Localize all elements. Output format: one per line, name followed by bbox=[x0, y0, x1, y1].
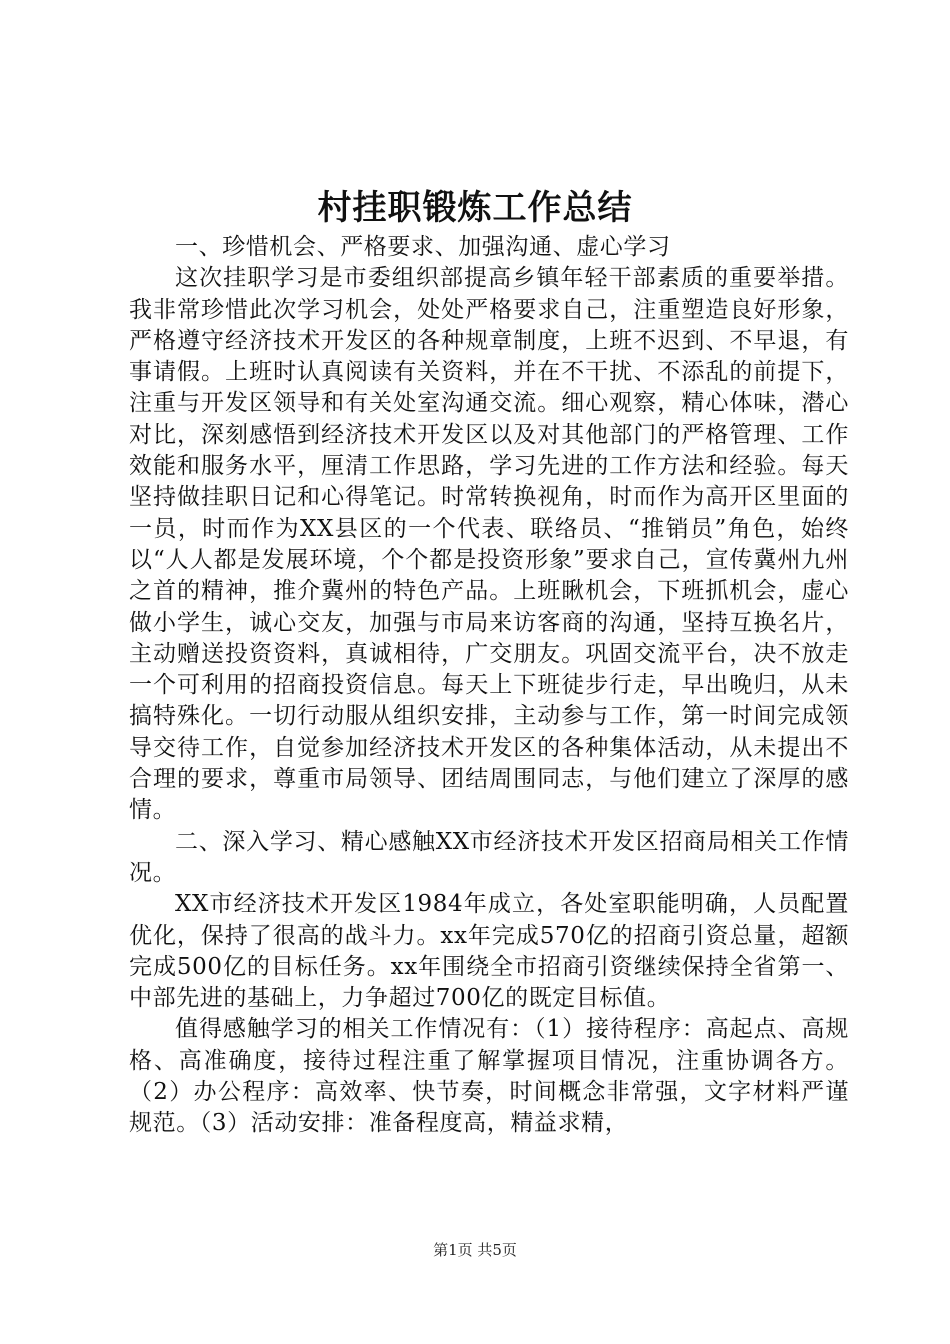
paragraph-2: XX市经济技术开发区1984年成立，各处室职能明确，人员配置优化，保持了很高的战斗力。xx年完成570亿的招商引资总量，超额完成500亿的目标任务。xx年围绕全市招商引资继续保持全省第一、中部先进的基础上，力争超过700亿的既定目标值。 bbox=[129, 891, 849, 1012]
page-number-footer: 第1页 共5页 bbox=[433, 1241, 517, 1259]
section-heading-2: 二、深入学习、精心感触XX市经济技术开发区招商局相关工作情况。 bbox=[129, 828, 849, 886]
paragraph-3: 值得感触学习的相关工作情况有：（1）接待程序：高起点、高规格、高准确度，接待过程注重了解掌握项目情况，注重协调各方。（2）办公程序：高效率、快节奏，时间概念非常强，文字材料严谨规范。（3）活动安排：准备程度高，精益求精， bbox=[129, 1016, 849, 1137]
section-heading-1: 一、珍惜机会、严格要求、加强沟通、虚心学习 bbox=[175, 234, 671, 260]
document-title: 村挂职锻炼工作总结 bbox=[317, 188, 633, 228]
document-body bbox=[129, 232, 849, 1140]
paragraph-1: 这次挂职学习是市委组织部提高乡镇年轻干部素质的重要举措。我非常珍惜此次学习机会，处处严格要求自己，注重塑造良好形象，严格遵守经济技术开发区的各种规章制度，上班不迟到、不早退，有事请假。上班时认真阅读有关资料，并在不干扰、不添乱的前提下，注重与开发区领导和有关处室沟通交流。细心观察，精心体味，潜心对比，深刻感悟到经济技术开发区以及对其他部门的严格管理、工作效能和服务水平，厘清工作思路，学习先进的工作方法和经验。每天坚持做挂职日记和心得笔记。时常转换视角，时而作为高开区里面的一员，时而作为XX县区的一个代表、联络员、“推销员”角色，始终以“人人都是发展环境，个个都是投资形象”要求自己，宣传冀州九州之首的精神，推介冀州的特色产品。上班瞅机会，下班抓机会，虚心做小学生，诚心交友，加强与市局来访客商的沟通，坚持互换名片，主动赠送投资资料，真诚相待，广交朋友。巩固交流平台，决不放走一个可利用的招商投资信息。每天上下班徒步行走，早出晚归，从未搞特殊化。一切行动服从组织安排，主动参与工作，第一时间完成领导交待工作，自觉参加经济技术开发区的各种集体活动，从未提出不合理的要求，尊重市局领导、团结周围同志，与他们建立了深厚的感情。 bbox=[129, 265, 849, 824]
